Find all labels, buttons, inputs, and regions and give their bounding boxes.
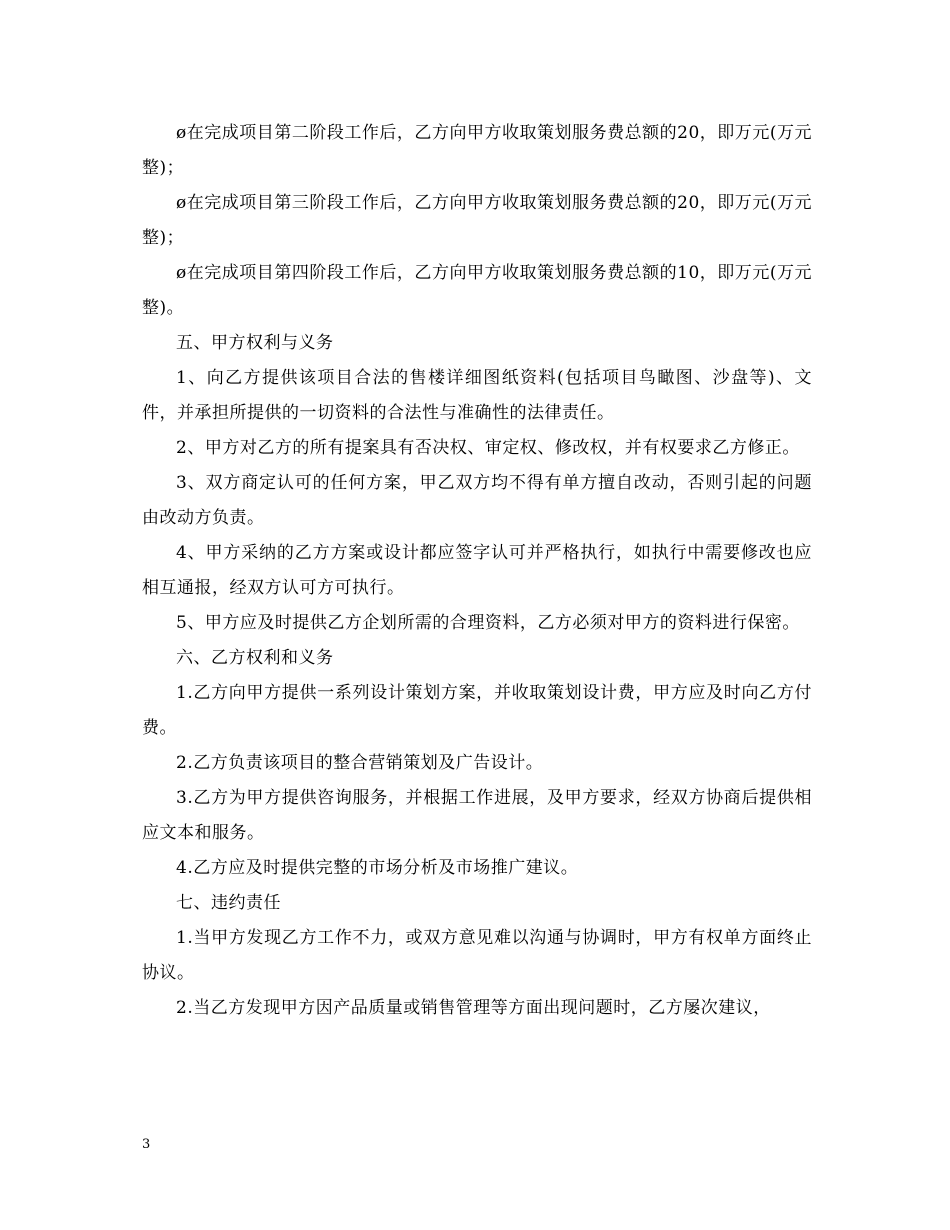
clause-7-2: 2.当乙方发现甲方因产品质量或销售管理等方面出现问题时，乙方屡次建议， [176, 998, 771, 1018]
clause-7-1: 1.当甲方发现乙方工作不力，或双方意见难以沟通与协调时，甲方有权单方面终止协议。 [142, 928, 812, 983]
clause-5-5: 5、甲方应及时提供乙方企划所需的合理资料，乙方必须对甲方的资料进行保密。 [176, 613, 800, 633]
page-number: 3 [142, 1137, 151, 1152]
section-heading-7: 七、违约责任 [176, 893, 281, 913]
clause-6-2: 2.乙方负责该项目的整合营销策划及广告设计。 [176, 753, 544, 773]
clause-5-4: 4、甲方采纳的乙方方案或设计都应签字认可并严格执行，如执行中需要修改也应相互通报，经双方认可方可执行。 [142, 543, 812, 598]
clause-5-3: 3、双方商定认可的任何方案，甲乙双方均不得有单方擅自改动，否则引起的问题由改动方负责。 [142, 473, 812, 528]
paragraph-phase3-fee: ø在完成项目第三阶段工作后，乙方向甲方收取策划服务费总额的20，即万元(万元整)； [142, 193, 812, 248]
clause-6-3: 3.乙方为甲方提供咨询服务，并根据工作进展，及甲方要求，经双方协商后提供相应文本和服务。 [142, 788, 812, 843]
paragraph-phase2-fee: ø在完成项目第二阶段工作后，乙方向甲方收取策划服务费总额的20，即万元(万元整)； [142, 123, 812, 178]
clause-6-4: 4.乙方应及时提供完整的市场分析及市场推广建议。 [176, 858, 579, 878]
clause-5-2: 2、甲方对乙方的所有提案具有否决权、审定权、修改权，并有权要求乙方修正。 [176, 438, 800, 458]
document-body [142, 116, 812, 1026]
section-heading-6: 六、乙方权利和义务 [176, 648, 334, 668]
paragraph-phase4-fee: ø在完成项目第四阶段工作后，乙方向甲方收取策划服务费总额的10，即万元(万元整)。 [142, 263, 812, 318]
clause-6-1: 1.乙方向甲方提供一系列设计策划方案，并收取策划设计费，甲方应及时向乙方付费。 [142, 683, 812, 738]
clause-5-1: 1、向乙方提供该项目合法的售楼详细图纸资料(包括项目鸟瞰图、沙盘等)、文件，并承担所提供的一切资料的合法性与准确性的法律责任。 [142, 368, 812, 423]
section-heading-5: 五、甲方权利与义务 [176, 333, 334, 353]
